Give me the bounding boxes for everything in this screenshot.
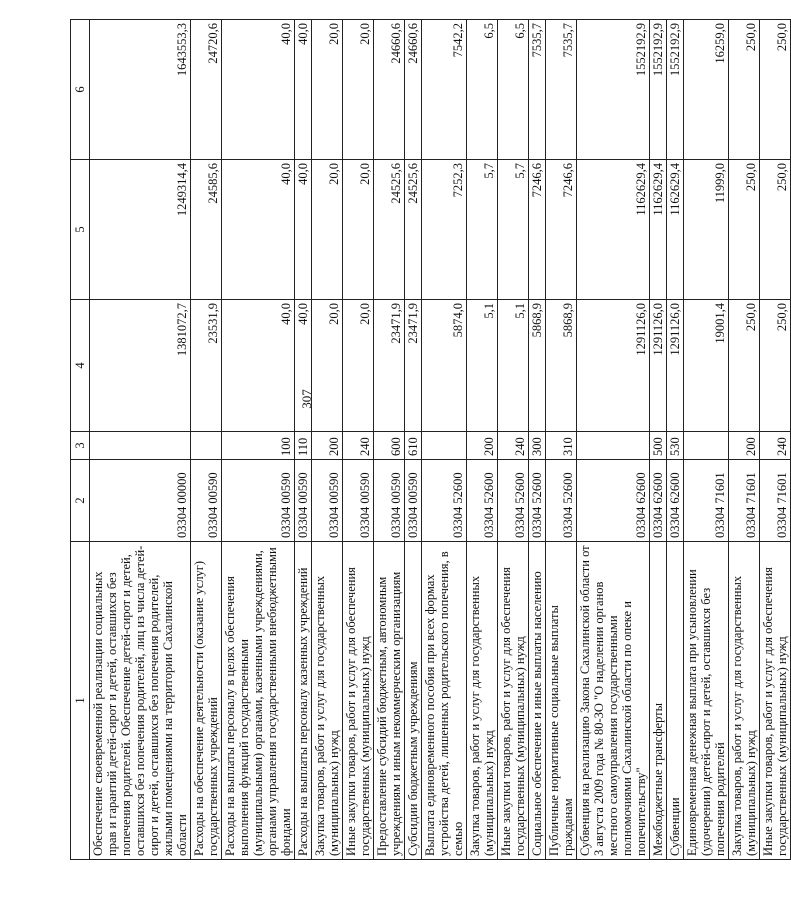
row-value-col4: 1291126,0 (667, 300, 684, 432)
row-value-col6: 7542,2 (422, 20, 467, 160)
row-value-col5: 20,0 (343, 160, 374, 300)
table-row (577, 20, 650, 860)
row-value-col4: 23471,9 (405, 300, 422, 432)
row-code: 03304 62600 (650, 460, 667, 542)
row-value-col4: 40,0 (222, 300, 295, 432)
row-code: 03304 00590 (222, 460, 295, 542)
row-code: 03304 71601 (760, 460, 791, 542)
budget-table (70, 19, 791, 860)
table-row (191, 20, 222, 860)
row-value-col4: 5868,9 (546, 300, 577, 432)
row-value-col5: 5,7 (498, 160, 529, 300)
row-value-col4: 250,0 (760, 300, 791, 432)
row-name: Субсидии бюджетным учреждениям (405, 542, 422, 860)
row-value-col6: 24660,6 (405, 20, 422, 160)
header-col-6: 6 (71, 20, 90, 160)
row-name: Закупка товаров, работ и услуг для государственных (муниципальных) нужд (729, 542, 760, 860)
row-value-col4: 20,0 (343, 300, 374, 432)
row-value-col6: 1643553,3 (90, 20, 191, 160)
row-value-col5: 1162629,4 (667, 160, 684, 300)
row-expense-type: 530 (667, 432, 684, 460)
table-row (650, 20, 667, 860)
table-row (667, 20, 684, 860)
table-row (295, 20, 312, 860)
row-value-col5: 40,0 (222, 160, 295, 300)
row-name: Социальное обеспечение и иные выплаты населению (529, 542, 546, 860)
row-value-col6: 7535,7 (529, 20, 546, 160)
row-code: 03304 62600 (577, 460, 650, 542)
row-value-col4: 23531,9 (191, 300, 222, 432)
row-value-col6: 24720,6 (191, 20, 222, 160)
header-col-2: 2 (71, 460, 90, 542)
row-expense-type: 240 (343, 432, 374, 460)
row-code: 03304 00590 (295, 460, 312, 542)
row-expense-type (90, 432, 191, 460)
row-value-col4: 5,1 (467, 300, 498, 432)
header-col-1: 1 (71, 542, 90, 860)
row-value-col6: 250,0 (729, 20, 760, 160)
table-row (729, 20, 760, 860)
row-code: 03304 52600 (529, 460, 546, 542)
row-code: 03304 71601 (729, 460, 760, 542)
table-row (343, 20, 374, 860)
table-row (405, 20, 422, 860)
row-code: 03304 62600 (667, 460, 684, 542)
row-name: Закупка товаров, работ и услуг для государственных (муниципальных) нужд (312, 542, 343, 860)
row-value-col6: 7535,7 (546, 20, 577, 160)
row-expense-type: 500 (650, 432, 667, 460)
row-value-col5: 40,0 (295, 160, 312, 300)
table-row (684, 20, 729, 860)
row-value-col5: 24525,6 (374, 160, 405, 300)
row-value-col4: 1291126,0 (650, 300, 667, 432)
row-value-col6: 250,0 (760, 20, 791, 160)
row-name: Предоставление субсидий бюджетным, автономным учреждениям и иным некоммерческим организациям (374, 542, 405, 860)
row-name: Иные закупки товаров, работ и услуг для обеспечения государственных (муниципальных) нужд (498, 542, 529, 860)
row-value-col6: 6,5 (498, 20, 529, 160)
row-value-col6: 40,0 (222, 20, 295, 160)
row-expense-type: 240 (498, 432, 529, 460)
table-row (529, 20, 546, 860)
row-name: Расходы на выплаты персоналу в целях обеспечения выполнения функций государственными (муниципальными) органами, казенными учреждениями, органами управления государственными внебюджетными фондами (222, 542, 295, 860)
row-expense-type: 110 (295, 432, 312, 460)
row-code: 03304 00590 (191, 460, 222, 542)
row-value-col6: 16259,0 (684, 20, 729, 160)
row-code: 03304 52600 (422, 460, 467, 542)
row-expense-type: 240 (760, 432, 791, 460)
table-row (90, 20, 191, 860)
row-name: Субвенции (667, 542, 684, 860)
row-name: Расходы на выплаты персоналу казенных учреждений (295, 542, 312, 860)
row-value-col6: 20,0 (312, 20, 343, 160)
row-value-col5: 250,0 (760, 160, 791, 300)
row-expense-type: 100 (222, 432, 295, 460)
table-row (222, 20, 295, 860)
row-name: Единовременная денежная выплата при усыновлении (удочерении) детей-сирот и детей, оставшихся без попечения родителей (684, 542, 729, 860)
row-expense-type (191, 432, 222, 460)
row-name: Выплата единовременного пособия при всех формах устройства детей, лишенных родительского попечения, в семью (422, 542, 467, 860)
header-col-3: 3 (71, 432, 90, 460)
row-expense-type: 600 (374, 432, 405, 460)
row-value-col5: 11999,0 (684, 160, 729, 300)
row-expense-type: 310 (546, 432, 577, 460)
row-value-col4: 40,0 (295, 300, 312, 432)
table-row (312, 20, 343, 860)
row-code: 03304 00590 (343, 460, 374, 542)
row-expense-type: 200 (312, 432, 343, 460)
row-code: 03304 52600 (467, 460, 498, 542)
row-value-col6: 1552192,9 (667, 20, 684, 160)
table-row (467, 20, 498, 860)
row-value-col6: 20,0 (343, 20, 374, 160)
row-expense-type: 300 (529, 432, 546, 460)
row-value-col6: 24660,6 (374, 20, 405, 160)
row-name: Закупка товаров, работ и услуг для государственных (муниципальных) нужд (467, 542, 498, 860)
row-value-col5: 20,0 (312, 160, 343, 300)
row-value-col5: 1162629,4 (650, 160, 667, 300)
table-row (760, 20, 791, 860)
row-value-col5: 5,7 (467, 160, 498, 300)
table-row (374, 20, 405, 860)
row-value-col5: 24585,6 (191, 160, 222, 300)
row-value-col6: 1552192,9 (650, 20, 667, 160)
row-expense-type: 200 (467, 432, 498, 460)
table-row (546, 20, 577, 860)
row-code: 03304 52600 (498, 460, 529, 542)
row-value-col4: 19001,4 (684, 300, 729, 432)
row-code: 03304 00590 (405, 460, 422, 542)
row-value-col5: 24525,6 (405, 160, 422, 300)
row-value-col5: 7246,6 (546, 160, 577, 300)
row-name: Иные закупки товаров, работ и услуг для обеспечения государственных (муниципальных) нужд (760, 542, 791, 860)
header-col-4: 4 (71, 300, 90, 432)
row-value-col5: 7246,6 (529, 160, 546, 300)
row-name: Обеспечение своевременной реализации социальных прав и гарантий детей-сирот и детей, оставшихся без попечения родителей. Обеспечение детей-сирот и детей, оставшихся без попечения родителей, лиц из числа детей-сирот и детей, оставшихся без попечения родителей, жилыми помещениями на территории Сахалинской области (90, 542, 191, 860)
row-value-col6: 6,5 (467, 20, 498, 160)
row-value-col4: 250,0 (729, 300, 760, 432)
row-value-col5: 1249314,4 (90, 160, 191, 300)
row-expense-type: 200 (729, 432, 760, 460)
row-code: 03304 00590 (312, 460, 343, 542)
row-value-col4: 1381072,7 (90, 300, 191, 432)
budget-table-rotated (70, 20, 789, 860)
row-code: 03304 71601 (684, 460, 729, 542)
header-row (71, 20, 90, 860)
row-value-col6: 40,0 (295, 20, 312, 160)
row-code: 03304 52600 (546, 460, 577, 542)
header-col-5: 5 (71, 160, 90, 300)
row-value-col6: 1552192,9 (577, 20, 650, 160)
row-name: Межбюджетные трансферты (650, 542, 667, 860)
row-value-col5: 1162629,4 (577, 160, 650, 300)
table-row (422, 20, 467, 860)
row-code: 03304 00000 (90, 460, 191, 542)
row-value-col4: 1291126,0 (577, 300, 650, 432)
row-name: Расходы на обеспечение деятельности (оказание услуг) государственных учреждений (191, 542, 222, 860)
row-name: Субвенция на реализацию Закона Сахалинской области от 3 августа 2009 года № 80-ЗО "О наделении органов местного самоуправления государственными полномочиями Сахалинской области по опеке и попечительству" (577, 542, 650, 860)
row-value-col4: 5868,9 (529, 300, 546, 432)
row-expense-type: 610 (405, 432, 422, 460)
row-value-col4: 20,0 (312, 300, 343, 432)
row-value-col5: 250,0 (729, 160, 760, 300)
row-expense-type (577, 432, 650, 460)
row-value-col4: 5874,0 (422, 300, 467, 432)
row-expense-type (422, 432, 467, 460)
page-number: 307 (298, 389, 314, 409)
row-value-col4: 23471,9 (374, 300, 405, 432)
row-value-col4: 5,1 (498, 300, 529, 432)
row-value-col5: 7252,3 (422, 160, 467, 300)
row-code: 03304 00590 (374, 460, 405, 542)
row-name: Иные закупки товаров, работ и услуг для обеспечения государственных (муниципальных) нужд (343, 542, 374, 860)
table-row (498, 20, 529, 860)
row-expense-type (684, 432, 729, 460)
row-name: Публичные нормативные социальные выплаты гражданам (546, 542, 577, 860)
